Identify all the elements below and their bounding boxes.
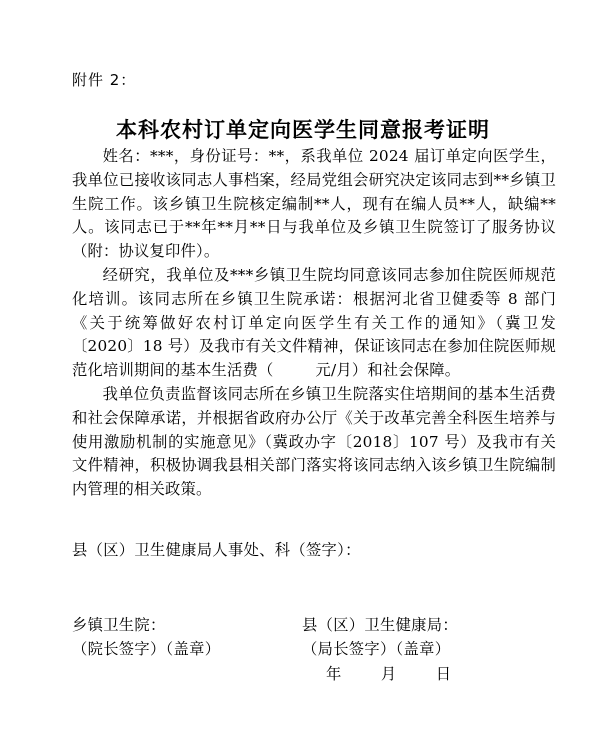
paragraph-2-part-a: 经研究，我单位及***乡镇卫生院均同意该同志参加住院医师规范化培训。该同志所在乡镇卫生院承诺：根据河北省卫健委等 8 部门《关于统筹做好农村订单定向医学生有关工作的通知》（冀卫发〔2020〕18 号）及我市有关文件精神，保证该同志在参加住院医师规范化培训期间的基本生活费（ xyxy=(72,265,556,380)
county-personnel-signature-line: 县（区）卫生健康局人事处、科（签字）： xyxy=(72,541,361,559)
paragraph-1: 姓名：***，身份证号：**，系我单位 2024 届订单定向医学生，我单位已接收该同志人事档案，经局党组会研究决定该同志到**乡镇卫生院工作。该乡镇卫生院核定编制**人，现有在编人员**人，缺编**人。该同志已于**年**月**日与我单位及乡镇卫生院签订了服务协议（附：协议复印件）。 xyxy=(72,147,556,261)
county-health-bureau-sign-line: （局长签字）（盖章） xyxy=(302,640,451,658)
document-body xyxy=(72,145,556,502)
county-health-bureau-label: 县（区）卫生健康局： xyxy=(302,616,458,634)
date-line: 年 月 日 xyxy=(326,665,455,683)
paragraph-2-part-b: 元/月）和社会保障。 xyxy=(315,361,461,380)
paragraph-2 xyxy=(72,264,556,383)
paragraph-3: 我单位负责监督该同志所在乡镇卫生院落实住培期间的基本生活费和社会保障承诺，并根据省政府办公厅《关于改革完善全科医生培养与使用激励机制的实施意见》（冀政办字〔2018〕107 号）及我市有关文件精神，积极协调我县相关部门落实将该同志纳入该乡镇卫生院编制内管理的相关政策。 xyxy=(72,384,556,499)
document-title: 本科农村订单定向医学生同意报考证明 xyxy=(116,118,490,142)
attachment-label: 附件 2： xyxy=(72,71,137,89)
township-hospital-sign-line: （院长签字）（盖章） xyxy=(72,640,221,658)
township-hospital-label: 乡镇卫生院： xyxy=(72,616,166,634)
